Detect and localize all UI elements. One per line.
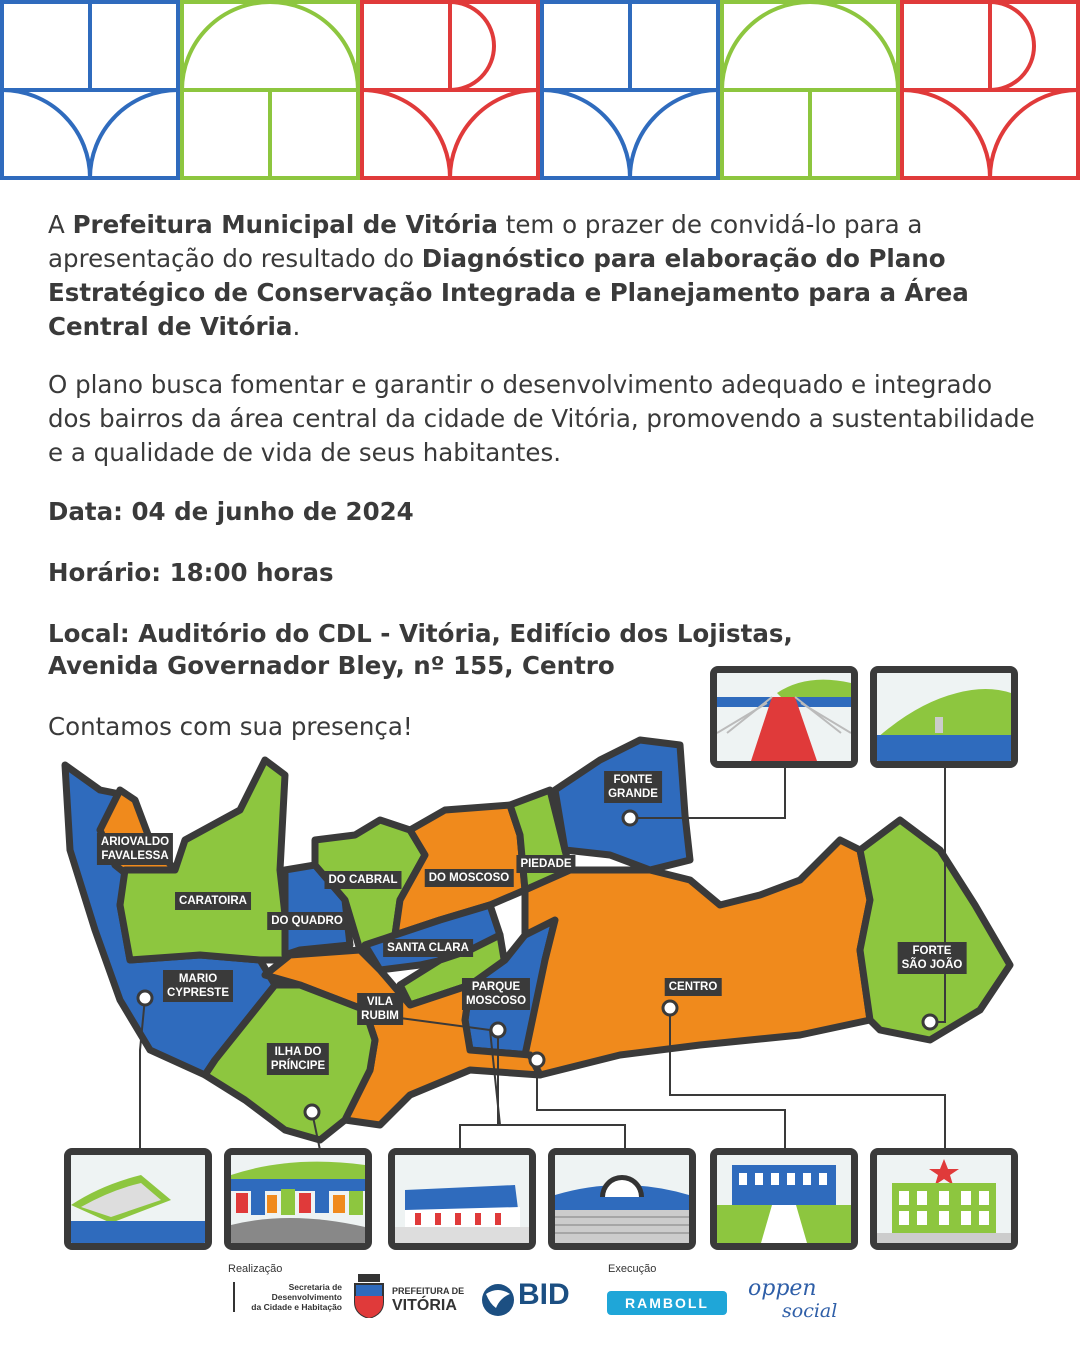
illustration-centro-palace (710, 1148, 858, 1250)
secretaria-logo: Secretaria de Desenvolvimento da Cidade e Habitação (251, 1282, 342, 1312)
closing-line: Contamos com sua presença! (48, 712, 413, 741)
label-mario-cypreste: MARIO CYPRESTE (163, 970, 233, 1002)
event-place-line-2: Avenida Governador Bley, nº 155, Centro (48, 651, 615, 680)
illustration-ilha-do-principe-city (224, 1148, 372, 1250)
city-crest-icon (352, 1274, 386, 1318)
label-do-quadro: DO QUADRO (267, 912, 347, 930)
footer-logos (0, 1258, 1080, 1350)
label-vila-rubim: VILA RUBIM (357, 993, 403, 1025)
label-santa-clara: SANTA CLARA (383, 939, 473, 957)
label-caratoira: CARATOIRA (175, 892, 251, 910)
label-ilha-do-principe: ILHA DO PRÍNCIPE (267, 1043, 329, 1075)
label-fonte-grande: FONTE GRANDE (604, 771, 662, 803)
oppen-social-logo: oppen social (748, 1276, 838, 1322)
illustration-forte-sao-joao-hill (870, 666, 1018, 768)
event-place-line-1: Local: Auditório do CDL - Vitória, Edifício dos Lojistas, (48, 619, 793, 648)
execucao-label: Execução (608, 1263, 657, 1275)
neighborhood-map (0, 660, 1080, 1270)
label-parque-moscoso: PARQUE MOSCOSO (462, 978, 530, 1010)
region-centro (525, 840, 870, 1075)
organizer-name: Prefeitura Municipal de Vitória (72, 210, 498, 239)
label-forte-sao-joao: FORTE SÃO JOÃO (898, 942, 967, 974)
realizacao-label: Realização (228, 1263, 283, 1275)
illustration-vila-rubim-wall (388, 1148, 536, 1250)
label-piedade: PIEDADE (516, 855, 575, 873)
region-forte-sao-joao (860, 820, 1010, 1040)
intro-paragraph: A Prefeitura Municipal de Vitória tem o prazer de convidá-lo para a apresentação do resultado do Diagnóstico para elaboração do Plano Estratégico de Conservação Integrada e Planejamento para a Área Central de Vitória. (48, 210, 969, 341)
project-title: Diagnóstico para elaboração do Plano Estratégico de Conservação Integrada e Planejamento para a Área Central de Vitória (48, 244, 969, 341)
decorative-banner (0, 0, 1080, 180)
event-date: Data: 04 de junho de 2024 (48, 497, 414, 526)
illustration-parque-moscoso-stage (548, 1148, 696, 1250)
bid-logo: BID (518, 1278, 570, 1311)
ramboll-logo: RAMBOLL (607, 1291, 727, 1315)
illustration-mario-cypreste-island (64, 1148, 212, 1250)
label-ariovaldo-favalessa: ARIOVALDO FAVALESSA (97, 833, 173, 865)
label-do-moscoso: DO MOSCOSO (425, 869, 514, 887)
prefeitura-logo: PREFEITURA DE VITÓRIA (392, 1286, 465, 1314)
label-centro: CENTRO (665, 978, 722, 996)
illustration-centro-theater (870, 1148, 1018, 1250)
region-fonte-grande (555, 740, 690, 870)
divider (233, 1282, 235, 1312)
event-time: Horário: 18:00 horas (48, 558, 334, 587)
illustration-fonte-grande-walkway (710, 666, 858, 768)
label-do-cabral: DO CABRAL (325, 871, 402, 889)
bid-globe-icon (478, 1282, 518, 1318)
plan-description: O plano busca fomentar e garantir o desenvolvimento adequado e integrado dos bairros da área central da cidade de Vitória, promovendo a sustentabilidade e a qualidade de vida de seus habitantes. (48, 370, 1035, 467)
